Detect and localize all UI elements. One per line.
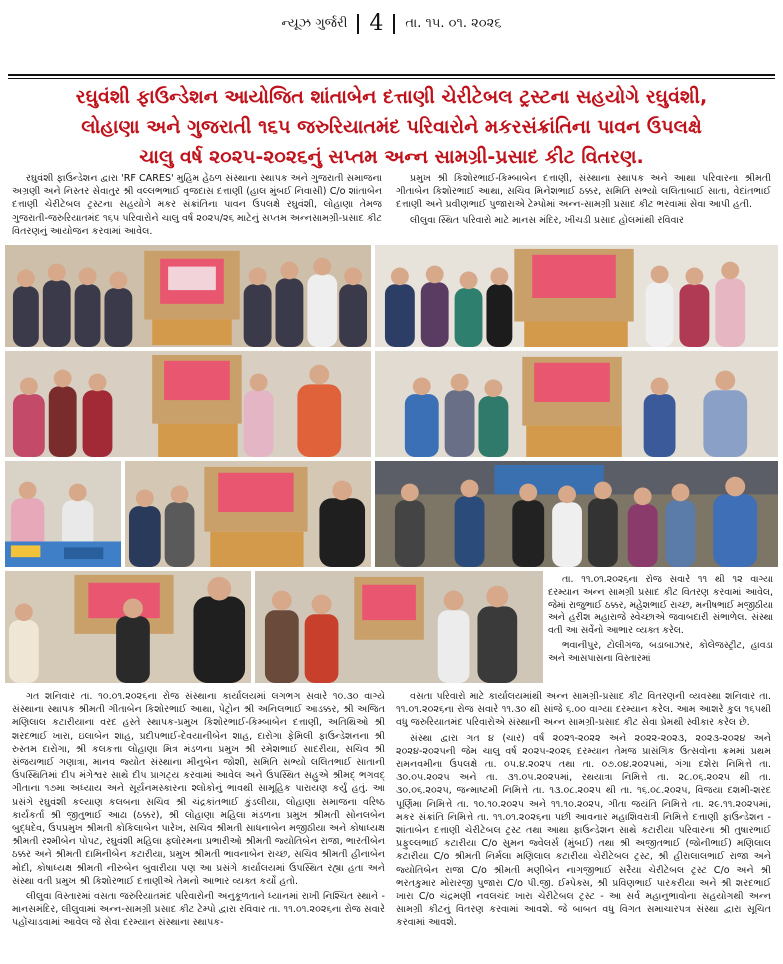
paragraph: પ્રમુખ શ્રી કિશોરભાઈ-કિમ્બાબેન દત્તાણી, સંસ્થાના સ્થાપક અને આથા પરિવારના શ્રીમતી ગીતાબેન કિશોરભાઈ આથા, સચિવ મિનેશભાઈ ઠક્કર, સમિતિ સભ્યો લલિતાબાઈ સાતા, વેદાંતભાઈ દત્તાણી અને પ્રવીણભાઈ પુજારાએ ટેમ્પોમાં અન્ન-સામગ્રી પ્રસાદ કીટ ભરવામાં સેવા આપી હતી. bbox=[396, 173, 771, 211]
article-lead-right bbox=[396, 172, 771, 242]
masthead bbox=[0, 6, 783, 42]
masthead-divider bbox=[393, 14, 395, 34]
photo-group-2 bbox=[374, 244, 779, 348]
masthead-rule-thin bbox=[8, 78, 775, 79]
article-bottom-right bbox=[396, 690, 771, 960]
photo-group-7 bbox=[254, 570, 544, 684]
paragraph: રઘુવંશી ફાઉન્ડેશન દ્વારા 'RF CARES' મુહિમ હેઠળ સંસ્થાના સ્થાપક અને ગુજરાતી સમાજના અગ્રણી અને નિસ્તર સેવાતુર શ્રી વલ્લભભાઈ વૃજદાસ દત્તાણી (હાલ મુંબઈ નિવાસી) C/o શાંતાબેન દત્તાણી ચેરીટેબલ ટ્રસ્ટના સહયોગે મકર સંક્રાંતિના પાવન ઉપલક્ષે રઘુવંશી, લોહાણા તેમજ ગુજરાતી-જરુરિયાતમંદ ૧૬૫ પરિવારોને ચાલુ વર્ષ ૨૦૨૫/૨૬ માટેનું સપ્તમ અન્નસામગ્રી-પ્રસાદ કીટ વિતરણનું આયોજન કરવામાં આવેલ. bbox=[12, 173, 382, 237]
photo-group-4 bbox=[374, 350, 779, 458]
headline-line-2: લોહાણા અને ગુજરાતી ૧૬૫ જરુરિયાતમંદ પરિવારોને મકરસંક્રાંતિના પાવન ઉપલક્ષે bbox=[81, 116, 702, 138]
article-bottom-left bbox=[12, 690, 385, 960]
masthead-divider bbox=[357, 14, 359, 34]
issue-date: તા. ૧૫. ૦૧. ૨૦૨૬ bbox=[405, 16, 502, 31]
paragraph: લીલુવા સ્થિત પરિવારો માટે માનસ મંદિર, ખીચડી પ્રસાદ હોલમાંથી રવિવાર bbox=[410, 214, 684, 226]
photo-kit-packing bbox=[4, 460, 122, 568]
paragraph: લીલુવા વિસ્તારમાં વસતા જરુરિયાતમંદ પરિવારોની અનુકૂળતાને ધ્યાનમાં રાખી નિશ્ચિત સ્થાને - માનસમંદિર, લીલુવામાં અન્ન-સામગ્રી પ્રસાદ કીટ ટેમ્પો દ્વારા રવિવાર તા. ૧૧.૦૧.૨૦૨૬ના રોજ સવારે પહોંચાડવામાં આવેલ જે સેવા દરમ્યાન સંસ્થાના સ્થાપક- bbox=[12, 891, 385, 929]
headline bbox=[12, 82, 771, 172]
photo-group-6 bbox=[4, 570, 252, 684]
paragraph: ગત શનિવાર તા. ૧૦.૦૧.૨૦૨૬ના રોજ સંસ્થાના કાર્યાલયમાં લગભગ સવારે ૧૦.૩૦ વાગ્યે સંસ્થાના સ્થાપક શ્રીમતી ગીતાબેન કિશોરભાઈ આથા, પેટ્રોન શ્રી અનિલભાઈ આડક્કર, શ્રી અજિત મણિલાલ કટારીયાના વરદ હસ્તે સ્થાપક-પ્રમુખ કિશોરભાઈ-કિમ્બાબેન દત્તાણી, અતિથિઓ શ્રી શરદભાઈ ખારા, ઇલાબેન શાહ, પ્રદીપભાઈ-દેવયાનીબેન શાહ, દારોગા ફેમિલી ફાઉન્ડેશનના શ્રી રુસ્તમ દારોગા, શ્રી કલકત્તા લોહાણા મિત્ર મંડળના પ્રમુખ શ્રી રમેશભાઈ સાદરીયા, સચિવ શ્રી સંજયભાઈ ગણાત્રા, માનવ જ્યોત સંસ્થાના મીનુબેન જોશી, સમિતિ સભ્યો લલિતભાઈ સાતાની ઉપસ્થિતિમાં દીપ મંગેશ્વર સાથે દીપ પ્રાગટ્ય કરવામાં આવેલ અને ઉપસ્થિત સહુએ શ્રીમદ્ ભગવદ્ ગીતાના ૧૭મા અધ્યાય અને સૂર્યનમસ્કારના શ્લોકોનું ભાવથી સામૂહિક પારાયણ કર્યું હતું. આ પ્રસંગે રઘુવંશી કલ્યાણ કલબના સચિવ શ્રી ચંદ્રકાંતભાઈ કુંડલીયા, લોહાણા સમાજના વરિષ્ઠ કાર્યકર્તા શ્રી જીતુભાઈ આઢા (ઠક્કર), શ્રી લોહાણા મહિલા મંડળના પ્રમુખ શ્રીમતી સોનલબેન બુદ્ધદેવ, ઉપપ્રમુખ શ્રીમતી કોકિલાબેન પારેખ, સચિવ શ્રીમતી સાધનાબેન મજીઠીયા અને કોષાધ્યક્ષ શ્રીમતી રશ્મીબેન પોપટ, રઘુવંશી મહિલા ફ્લોરમના પ્રભારીઓ શ્રીમતી જ્યોતિબેન રાજા, ભારતીબેન ઠક્કર અને શ્રીમતી દામિનીબેન કટારીયા, પ્રમુખ શ્રીમતી ભાવનાબેન રાચ્છ, સચિવ શ્રીમતી હીનાબેન મોદી, કોષાધ્યક્ષ શ્રીમતી નીરુબેન બુવારીયા પણ આ પ્રસંગે કાર્યાલયમાં ઉપસ્થિત રહ્યા હતા અને સંસ્થા વતી પ્રમુખ શ્રી કિશોરભાઈ દત્તાણીએ તેમનો આભાર વ્યક્ત કર્યો હતો. bbox=[12, 691, 385, 887]
photo-group-5 bbox=[124, 460, 372, 568]
paper-name: ન્યૂઝ ગુર્જરી bbox=[281, 16, 348, 31]
article-side-right bbox=[548, 574, 773, 684]
paragraph: તા. ૧૧.૦૧.૨૦૨૬ના રોજ સવારે ૧૧ થી ૧૨ વાગ્યા દરમ્યાન અન્ન સામગ્રી પ્રસાદ કીટ વિતરણ કરવામાં આવેલ, જેમાં રાજુભાઈ ઠક્કર, મહેશભાઈ રાચ્છ, મનીષભાઈ મજીઠીયા અને હરીશ મહારાજે સ્વેચ્છાએ જવાબદારી સંભાળેલ. સંસ્થા વતી આ સર્વેનો આભાર વ્યક્ત કરેલ. bbox=[548, 574, 773, 637]
masthead-rule bbox=[8, 74, 775, 76]
paragraph: ભવાનીપુર, ટોલીગંજ, બડાબાઝાર, કોલેજસ્ટ્રીટ, હાવડા અને આસપાસના વિસ્તારમાં bbox=[548, 639, 773, 664]
paragraph: સંસ્થા દ્વારા ગત ૪ (ચાર) વર્ષ ૨૦૨૧-૨૦૨૨ અને ૨૦૨૨-૨૦૨૩, ૨૦૨૩-૨૦૨૪ અને ૨૦૨૪-૨૦૨૫ની જેમ ચાલુ વર્ષ ૨૦૨૫-૨૦૨૬ દરમ્યાન તેમજ પ્રાસંગિક ઉત્સવોના ક્રમમાં પ્રથમ રામનવમીના ઉપલક્ષે તા. ૦૫.૪.૨૦૨૫ તથા તા. ૦૭.૦૪.૨૦૨૫માં, ગંગા દશેરા નિમિત્તે તા. ૩૦.૦૫.૨૦૨૫ અને તા. ૩૧.૦૫.૨૦૨૫માં, રથયાત્રા નિમિત્તે તા. ૨૮.૦૬.૨૦૨૫ થી તા. ૩૦.૦૬.૨૦૨૫, જન્માષ્ટમી નિમિત્તે તા. ૧૩.૦૮.૨૦૨૫ થી તા. ૧૬.૦૮.૨૦૨૫, વિજયા દશમી-શરદ પૂર્ણિમા નિમિત્તે તા. ૧૦.૧૦.૨૦૨૫ અને ૧૧.૧૦.૨૦૨૫, ગીતા જયંતિ નિમિત્તે તા. ૨૯.૧૧.૨૦૨૫માં, મકર સંક્રાંતિ નિમિત્તે તા. ૧૧.૦૧.૨૦૨૬ના પછી આવનાર મહાશિવરાત્રી નિમિત્તે દત્તાણી ફાઉન્ડેશન - શાંતાબેન દત્તાણી ચેરીટેબલ ટ્રસ્ટ તથા આથા ફાઉન્ડેશન સાથે કટારીયા પરિવારના શ્રી તુષારભાઈ પ્રફુલ્લભાઈ કટારીયા C/o સુમન જ્વેલર્સ (મુંબઈ) તથા શ્રી અજીતભાઈ (જોનીભાઈ) મણિલાલ કટારીયા C/o શ્રીમતી નિર્મલા મણિલાલ કટારીયા ચેરીટેબલ ટ્રસ્ટ, શ્રી હીરાલાલભાઈ રાજા અને જ્યોતિબેન રાજા C/o શ્રીમતી મણીબેન નાગજીભાઈ સરૈયા ચેરીટેબલ ટ્રસ્ટ C/o અને શ્રી ભરતકુમાર મોરારજી પુજારા C/o પી.જી. ઈમ્પેક્સ, શ્રી પ્રવિણભાઈ પારકરીયા અને શ્રી શરદભાઈ ખારા C/o ચંદ્રમણી નવલચંદ ખારા ચેરીટેબલ ટ્રસ્ટ - આ સર્વ મહાનુભાવોના સહયોગથી અન્ન સામગ્રી કીટનું વિતરણ કરવામાં આવશે. જે બાબત વધુ વિગત સમાચારપત્ર સંસ્થા દ્વારા સૂચિત કરવામાં આવશે. bbox=[396, 732, 771, 929]
article-lead-left bbox=[12, 172, 382, 242]
photo-group-1 bbox=[4, 244, 372, 348]
photo-group-3 bbox=[4, 350, 372, 458]
photo-distribution-street bbox=[374, 460, 779, 568]
headline-line-1: રઘુવંશી ફાઉન્ડેશન આયોજિત શાંતાબેન દત્તાણી ચેરીટેબલ ટ્રસ્ટના સહયોગે રઘુવંશી, bbox=[75, 86, 708, 108]
paragraph: વસતા પરિવારો માટે કાર્યાલયમાંથી અન્ન સામગ્રી-પ્રસાદ કીટ વિતરણની વ્યવસ્થા શનિવાર તા. ૧૧.૦૧.૨૦૨૬ના રોજ સવારે ૧૧.૩૦ થી સાંજે ૬.૦૦ વાગ્યા દરમ્યાન કરેલ. આમ આશરે કુલ ૧૬૫થી વધુ જરુરિયાતમંદ પરિવારોએ સંસ્થાની અન્ન સામગ્રી-પ્રસાદ કીટ સેવા પ્રેમથી સ્વીકાર કરેલ છે. bbox=[396, 691, 771, 729]
headline-line-3: ચાલુ વર્ષ ૨૦૨૫-૨૦૨૬નું સપ્તમ અન્ન સામગ્રી-પ્રસાદ કીટ વિતરણ. bbox=[139, 146, 644, 168]
page-number: 4 bbox=[369, 11, 384, 36]
